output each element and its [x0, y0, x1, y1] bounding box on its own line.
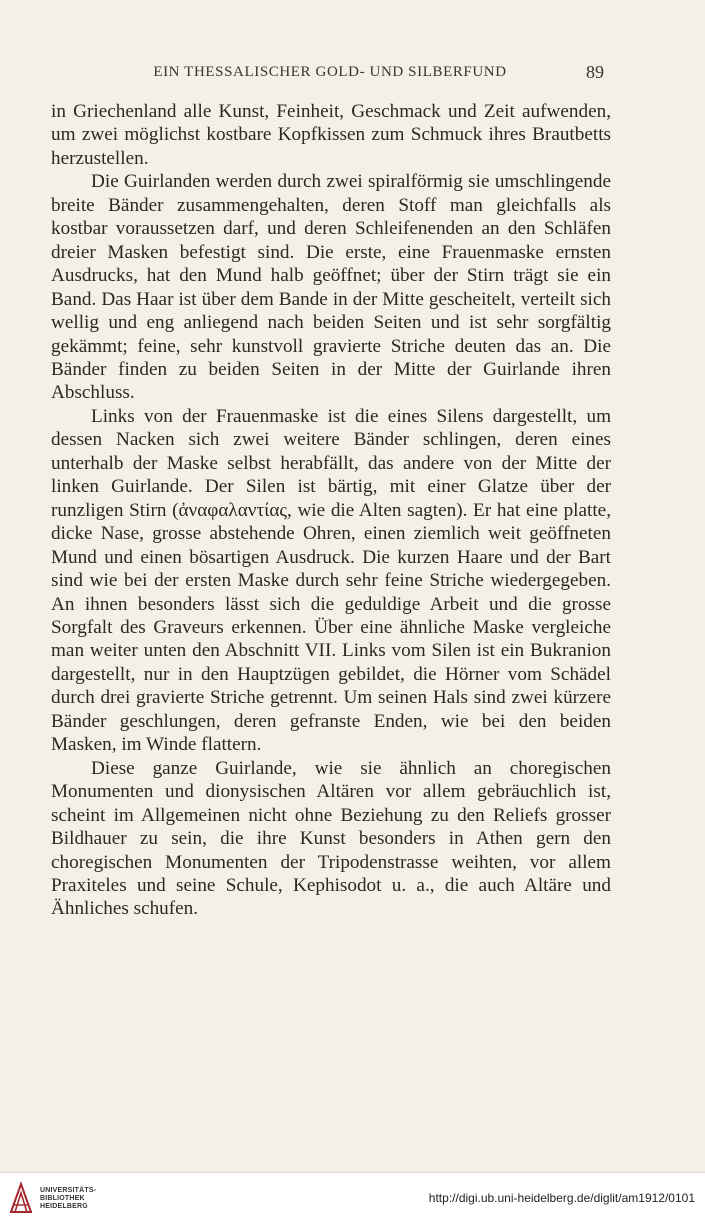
paragraph: in Griechenland alle Kunst, Feinheit, Geschmack und Zeit aufwenden, um zwei möglichst kostbare Kopfkissen zum Schmuck ihres Brautbetts herzustellen.	[51, 101, 611, 169]
paragraph: Die Guirlanden werden durch zwei spiralförmig sie umschlingende breite Bänder zusammengehalten, deren Stoff man gleichfalls als kostbar voraussetzen darf, und deren Schleifenenden an den Schläfen dreier Masken befestigt sind. Die erste, eine Frauenmaske ernsten Ausdrucks, hat den Mund halb geöffnet; über der Stirn trägt sie ein Band. Das Haar ist über dem Bande in der Mitte gescheitelt, verteilt sich wellig und eng anliegend nach beiden Seiten und ist sehr sorgfältig gekämmt; feine, sehr kunstvoll gravierte Striche deuten das an. Die Bänder finden zu beiden Seiten in der Mitte der Guirlande ihren Abschluss.	[51, 171, 611, 404]
body-text	[51, 100, 611, 921]
paragraph: Diese ganze Guirlande, wie sie ähnlich an choregischen Monumenten und dionysischen Altären vor allem gebräuchlich ist, scheint im Allgemeinen nicht ohne Beziehung zu den Reliefs grosser Bildhauer zu sein, die ihre Kunst besonders in Athen gern den choregischen Monumenten der Tripodenstrasse weihten, vor allem Praxiteles und seine Schule, Kephisodot u. a., die auch Altäre und Ähnliches schufen.	[51, 757, 611, 920]
library-name	[40, 1187, 96, 1211]
library-name-line: UNIVERSITÄTS-	[40, 1187, 97, 1194]
page-number: 89	[586, 62, 604, 82]
library-name-line: BIBLIOTHEK	[40, 1195, 85, 1202]
library-name-line: HEIDELBERG	[40, 1203, 88, 1210]
viewer-footer	[0, 1172, 705, 1224]
library-logo-icon	[8, 1181, 34, 1215]
running-title: EIN THESSALISCHER GOLD- UND SILBERFUND	[153, 64, 507, 80]
source-url-link[interactable]: http://digi.ub.uni-heidelberg.de/diglit/am1912/0101	[428, 1191, 695, 1205]
paragraph: Links von der Frauenmaske ist die eines Silens dargestellt, um dessen Nacken sich zwei weitere Bänder schlingen, deren eines unterhalb der Maske selbst herabfällt, das andere von der Mitte der linken Guirlande. Der Silen ist bärtig, mit einer Glatze über der runzligen Stirn (ἀναφαλαντίας, wie die Alten sagten). Er hat eine platte, dicke Nase, grosse abstehende Ohren, einen ziemlich weit geöffneten Mund und einen bösartigen Ausdruck. Die kurzen Haare und der Bart sind wie bei der ersten Maske durch sehr feine Striche wiedergegeben. An ihnen besonders lässt sich die geduldige Arbeit und die grosse Sorgfalt des Graveurs erkennen. Über eine ähnliche Maske vergleiche man weiter unten den Abschnitt VII. Links vom Silen ist ein Bukranion dargestellt, nur in den Hauptzügen gebildet, die Hörner vom Schädel durch drei gravierte Striche getrennt. Um seinen Hals sind zwei kürzere Bänder geschlungen, deren gefranste Enden, wie bei den beiden Masken, im Winde flattern.	[51, 405, 611, 756]
